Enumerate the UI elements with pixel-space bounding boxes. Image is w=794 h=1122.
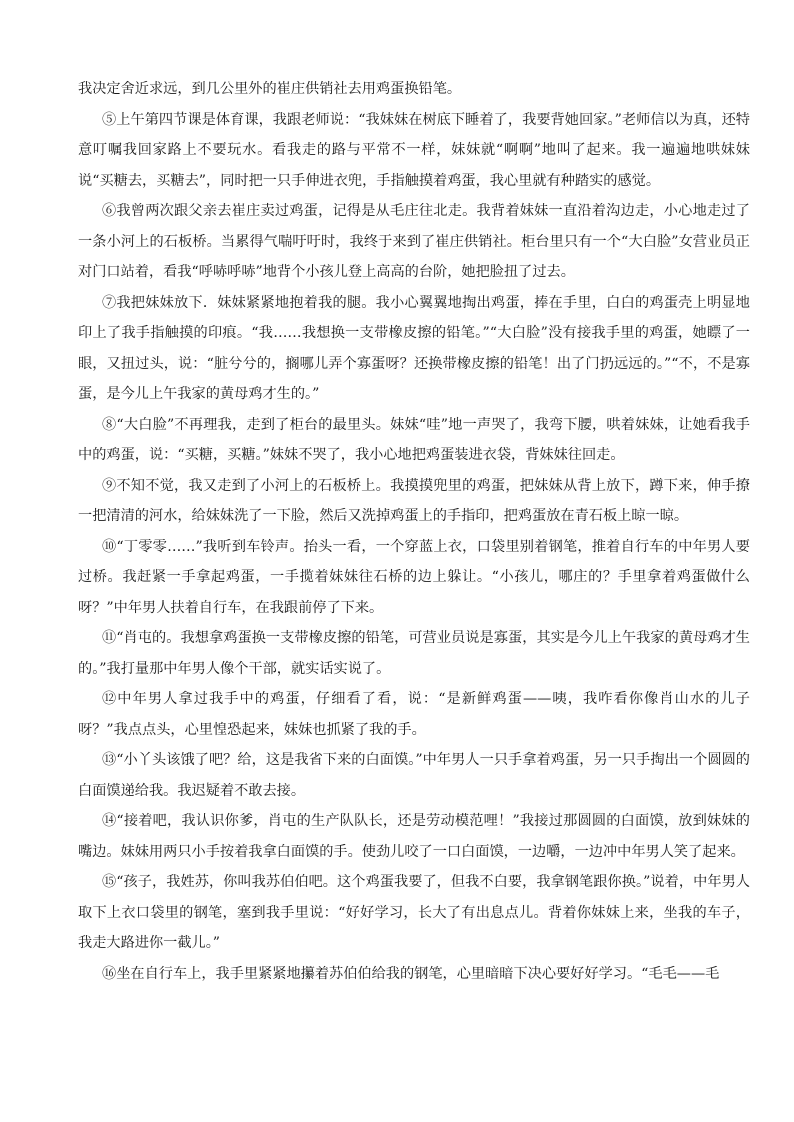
paragraph-continuation: 我决定舍近求远，到几公里外的崔庄供销社去用鸡蛋换铅笔。 [78, 81, 462, 97]
paragraph-8: ⑧“大白脸”不再理我，走到了柜台的最里头。妹妹“哇”地一声哭了，我弯下腰，哄着妹妹，让她看我手中的鸡蛋，说：“买糖，买糖。”妹妹不哭了，我小心地把鸡蛋装进衣袋，背妹妹往回走。 [78, 416, 750, 463]
paragraph-9: ⑨不知不觉，我又走到了小河上的石板桥上。我摸摸兜里的鸡蛋，把妹妹从背上放下，蹲下来，伸手撩一把清清的河水，给妹妹洗了一下脸，然后又洗掉鸡蛋上的手指印，把鸡蛋放在青石板上晾一晾。 [78, 477, 750, 524]
paragraph-16: ⑯坐在自行车上，我手里紧紧地攥着苏伯伯给我的钢笔，心里暗暗下决心要好好学习。“毛毛——毛 [102, 965, 720, 982]
paragraph-12: ⑫中年男人拿过我手中的鸡蛋，仔细看了看，说：“是新鲜鸡蛋——咦，我咋看你像肖山水的儿子呀？”我点点头，心里惶恐起来，妹妹也抓紧了我的手。 [78, 691, 750, 738]
paragraph-14: ⑭“接着吧，我认识你爹，肖屯的生产队队长，还是劳动模范哩！”我接过那圆圆的白面馍，放到妹妹的嘴边。妹妹用两只小手按着我拿白面馍的手。使劲儿咬了一口白面馍，一边嚼，一边冲中年男人笑了起来。 [78, 813, 750, 860]
paragraph-13: ⑬“小丫头该饿了吧？给，这是我省下来的白面馍。”中年男人一只手拿着鸡蛋，另一只手掏出一个圆圆的白面馍递给我。我迟疑着不敢去接。 [78, 752, 750, 799]
paragraph-10: ⑩“丁零零……”我听到车铃声。抬头一看，一个穿蓝上衣，口袋里别着钢笔，推着自行车的中年男人要过桥。我赶紧一手拿起鸡蛋，一手揽着妹妹往石桥的边上躲让。“小孩儿，哪庄的？手里拿着鸡蛋做什么呀？”中年男人扶着自行车，在我跟前停了下来。 [78, 538, 750, 616]
paragraph-7: ⑦我把妹妹放下．妹妹紧紧地抱着我的腿。我小心翼翼地掏出鸡蛋，捧在手里，白白的鸡蛋壳上明显地印上了我手指触摸的印痕。“我……我想换一支带橡皮擦的铅笔。”“大白脸”没有接我手里的鸡蛋，她瞟了一眼，又扭过头，说：“脏兮兮的，搁哪儿弄个寡蛋呀？还换带橡皮擦的铅笔！出了门扔远远的。”“不，不是寡蛋，是今儿上午我家的黄母鸡才生的。” [78, 294, 750, 402]
paragraph-15: ⑮“孩子，我姓苏，你叫我苏伯伯吧。这个鸡蛋我要了，但我不白要，我拿钢笔跟你换。”说着，中年男人取下上衣口袋里的钢笔，塞到我手里说：“好好学习，长大了有出息点儿。背着你妹妹上来，坐我的车子，我走大路进你一截儿。” [78, 874, 750, 951]
paragraph-5: ⑤上午第四节课是体育课，我跟老师说：“我妹妹在树底下睡着了，我要背她回家。”老师信以为真，还特意叮嘱我回家路上不要玩水。看我走的路与平常不一样，妹妹就“啊啊”地叫了起来。我一遍遍地哄妹妹说“买糖去，买糖去”，同时把一只手伸进衣兜，手指触摸着鸡蛋，我心里就有种踏实的感觉。 [78, 111, 750, 189]
paragraph-6: ⑥我曾两次跟父亲去崔庄卖过鸡蛋，记得是从毛庄往北走。我背着妹妹一直沿着沟边走，小心地走过了一条小河上的石板桥。当累得气喘吁吁时，我终于来到了崔庄供销社。柜台里只有一个“大白脸”女营业员正对门口站着，看我“呼哧呼哧”地背个小孩儿登上高高的台阶，她把脸扭了过去。 [78, 203, 750, 280]
story-text [78, 74, 750, 989]
paragraph-11: ⑪“肖屯的。我想拿鸡蛋换一支带橡皮擦的铅笔，可营业员说是寡蛋，其实是今儿上午我家的黄母鸡才生的。”我打量那中年男人像个干部，就实话实说了。 [78, 630, 750, 677]
